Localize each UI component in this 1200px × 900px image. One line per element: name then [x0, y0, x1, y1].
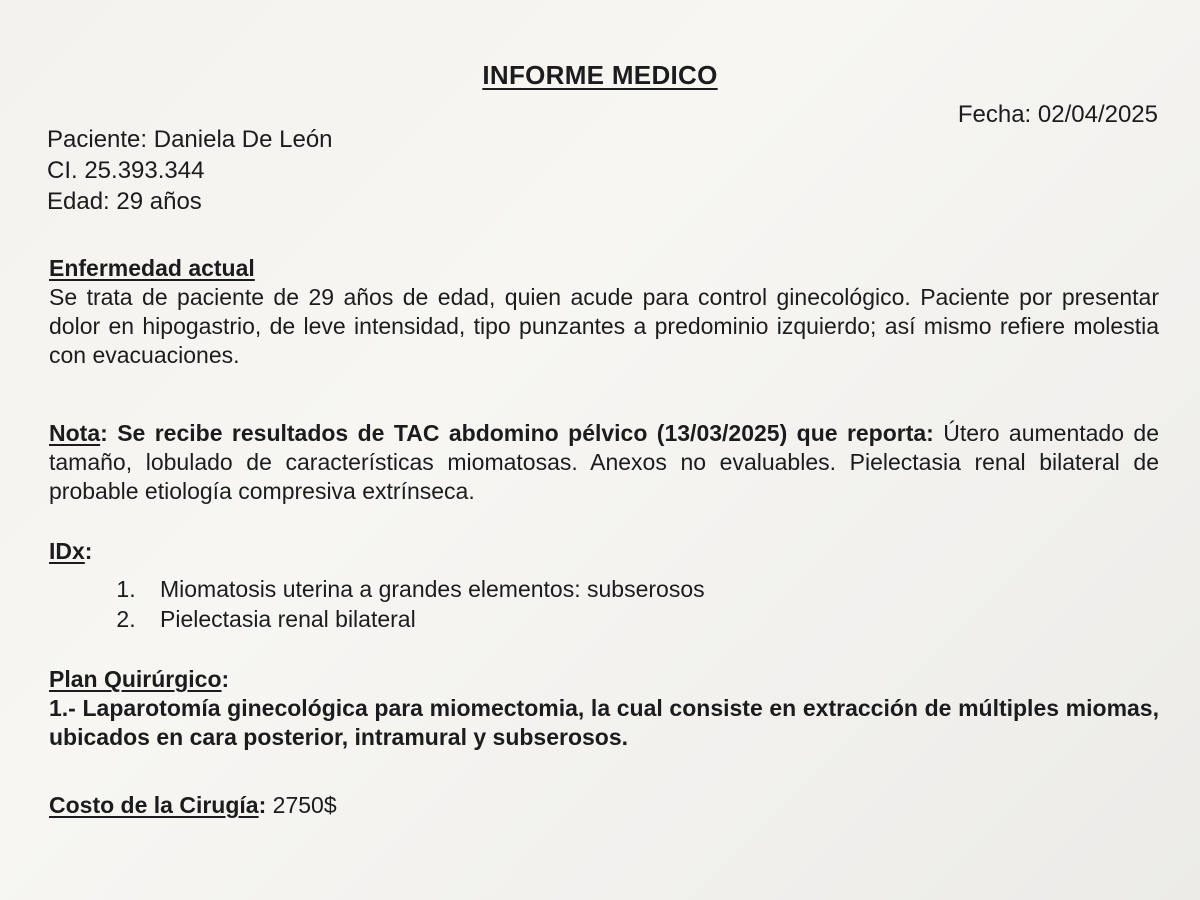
section-idx — [49, 537, 1159, 634]
idx-item: 2. Pielectasia renal bilateral — [142, 604, 1159, 634]
patient-ci: CI. 25.393.344 — [47, 157, 205, 184]
nota-lead: : Se recibe resultados de TAC abdomino pélvico (13/03/2025) que reporta: — [100, 420, 934, 446]
costo-value: 2750$ — [272, 792, 337, 818]
report-title — [0, 60, 1200, 91]
plan-colon: : — [221, 666, 230, 692]
nota-text: Útero aumentado de tamaño, lobulado de características miomatosas. Anexos no evaluables. Pielectasia renal bilateral de probable etiología compresiva extrínseca. — [49, 420, 1160, 504]
report-title-text: INFORME MEDICO — [482, 60, 718, 90]
enfermedad-text: Se trata de paciente de 29 años de edad, quien acude para control ginecológico. Paciente por presentar dolor en hipogastrio, de leve intensidad, tipo punzantes a predominio izquierdo; así mismo refiere molestia con evacuaciones. — [49, 284, 1159, 368]
section-costo — [49, 791, 1159, 820]
plan-heading: Plan Quirúrgico — [49, 666, 222, 692]
idx-item: 1. Miomatosis uterina a grandes elementos: subserosos — [142, 574, 1159, 604]
section-enfermedad-actual — [49, 254, 1159, 370]
patient-age: Edad: 29 años — [47, 188, 202, 215]
patient-info — [47, 124, 333, 217]
costo-colon: : — [258, 792, 273, 818]
section-plan-quirurgico — [49, 665, 1159, 752]
plan-text: 1.- Laparotomía ginecológica para miomectomia, la cual consiste en extracción de múltiples miomas, ubicados en cara posterior, intramural y subserosos. — [49, 695, 1159, 750]
costo-heading: Costo de la Cirugía — [49, 792, 259, 818]
idx-colon: : — [84, 538, 93, 564]
idx-list — [49, 574, 1159, 634]
report-date: Fecha: 02/04/2025 — [957, 101, 1158, 128]
nota-heading: Nota — [49, 420, 101, 446]
idx-heading: IDx — [49, 538, 85, 564]
enfermedad-heading: Enfermedad actual — [49, 255, 255, 281]
patient-name: Paciente: Daniela De León — [47, 126, 333, 153]
section-nota — [49, 419, 1159, 506]
